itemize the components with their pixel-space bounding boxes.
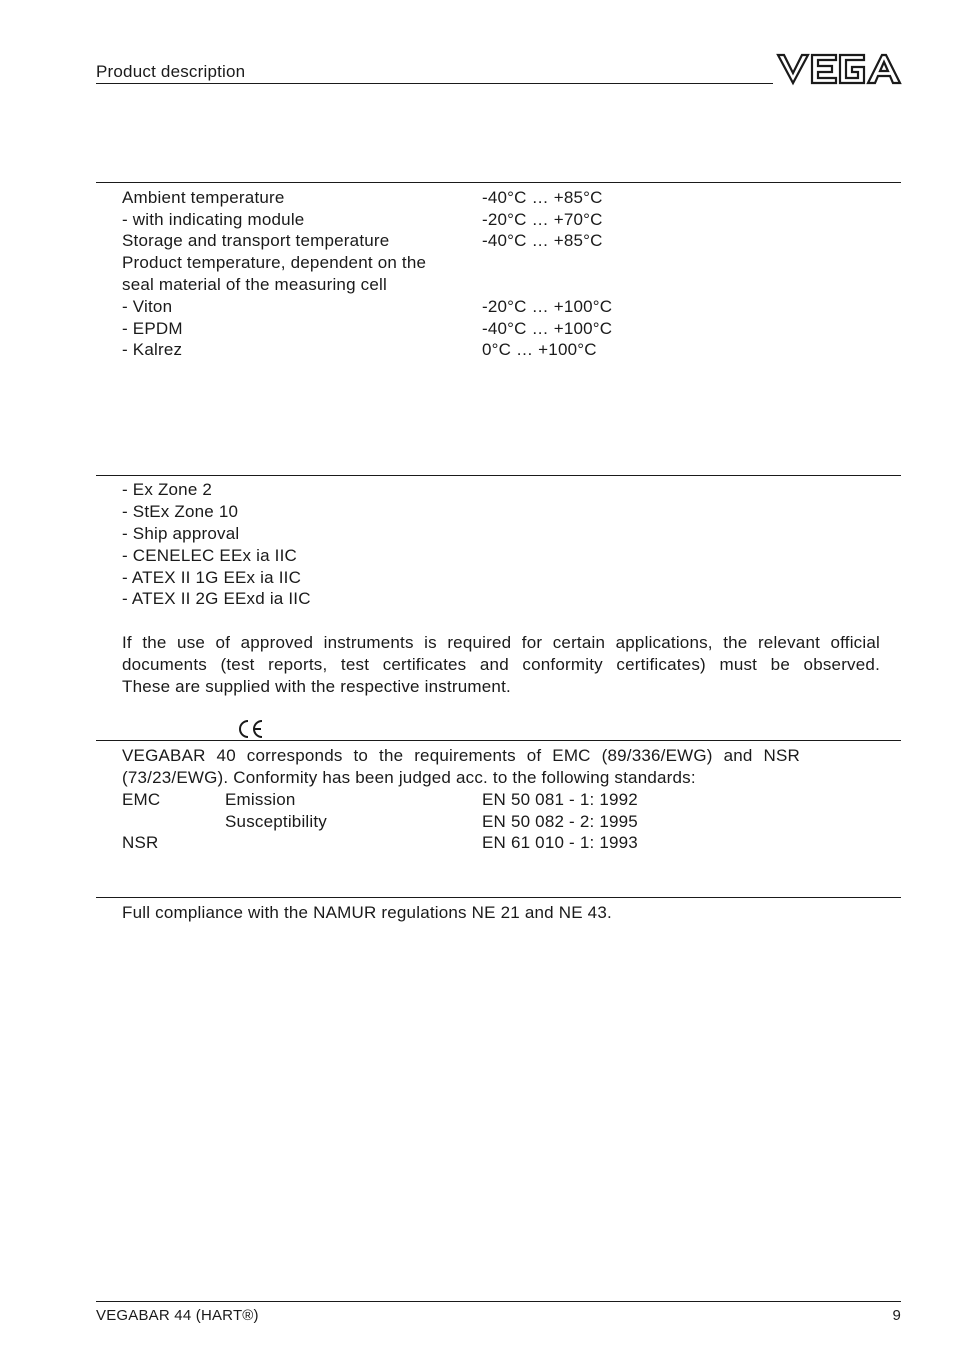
ce-intro-line: (73/23/EWG). Conformity has been judged acc. to the following standards: — [122, 768, 696, 787]
namur-text: Full compliance with the NAMUR regulations NE 21 and NE 43. — [122, 903, 612, 922]
temperature-row-value: -40°C … +85°C — [482, 188, 603, 207]
standard-code: EN 50 082 - 2: 1995 — [482, 812, 638, 831]
standard-item: Emission — [225, 790, 296, 809]
temperature-row-label: - Viton — [122, 297, 173, 316]
ce-mark-icon — [236, 718, 266, 740]
namur-section-rule — [96, 897, 901, 898]
approvals-note — [122, 632, 880, 698]
standard-group: EMC — [122, 790, 161, 809]
approvals-note-line: If the use of approved instruments is required for certain applications, the relevant official — [122, 633, 880, 652]
ce-section-rule — [96, 740, 901, 741]
standard-code: EN 50 081 - 1: 1992 — [482, 790, 638, 809]
approval-item: - ATEX II 1G EEx ia IIC — [122, 568, 302, 587]
vega-logo — [776, 52, 902, 86]
approval-item: - Ex Zone 2 — [122, 480, 213, 499]
section-title: Product description — [96, 62, 246, 81]
approval-item: - ATEX II 2G EExd ia IIC — [122, 589, 311, 608]
temperature-row-value: 0°C … +100°C — [482, 340, 597, 359]
temperature-row-label: Ambient temperature — [122, 188, 285, 207]
temperature-row-label: - with indicating module — [122, 210, 305, 229]
temperature-row-value: -20°C … +100°C — [482, 297, 613, 316]
temperature-row-label: - EPDM — [122, 319, 183, 338]
approval-item: - StEx Zone 10 — [122, 502, 239, 521]
page-number: 9 — [892, 1307, 901, 1324]
temperature-row-label: seal material of the measuring cell — [122, 275, 387, 294]
approval-item: - CENELEC EEx ia IIC — [122, 546, 297, 565]
temperature-row-label: Product temperature, dependent on the — [122, 253, 427, 272]
standard-item: Susceptibility — [225, 812, 328, 831]
approvals-section-rule — [96, 475, 901, 476]
temperature-row-label: - Kalrez — [122, 340, 183, 359]
approvals-note-line: documents (test reports, test certificates and conformity certificates) must be observed. — [122, 655, 880, 674]
footer-product: VEGABAR 44 (HART®) — [96, 1307, 259, 1324]
standard-code: EN 61 010 - 1: 1993 — [482, 833, 638, 852]
approvals-note-line: These are supplied with the respective instrument. — [122, 677, 511, 696]
ce-intro-line: VEGABAR 40 corresponds to the requirements of EMC (89/336/EWG) and NSR — [122, 746, 800, 765]
temperature-row-value: -40°C … +85°C — [482, 231, 603, 250]
temperature-row-label: Storage and transport temperature — [122, 231, 390, 250]
temperature-row-value: -40°C … +100°C — [482, 319, 613, 338]
standard-group: NSR — [122, 833, 159, 852]
ce-intro — [122, 745, 800, 789]
temperature-section-rule — [96, 182, 901, 183]
temperature-row-value: -20°C … +70°C — [482, 210, 603, 229]
header-rule — [96, 83, 773, 84]
footer-rule — [96, 1301, 901, 1302]
approval-item: - Ship approval — [122, 524, 240, 543]
